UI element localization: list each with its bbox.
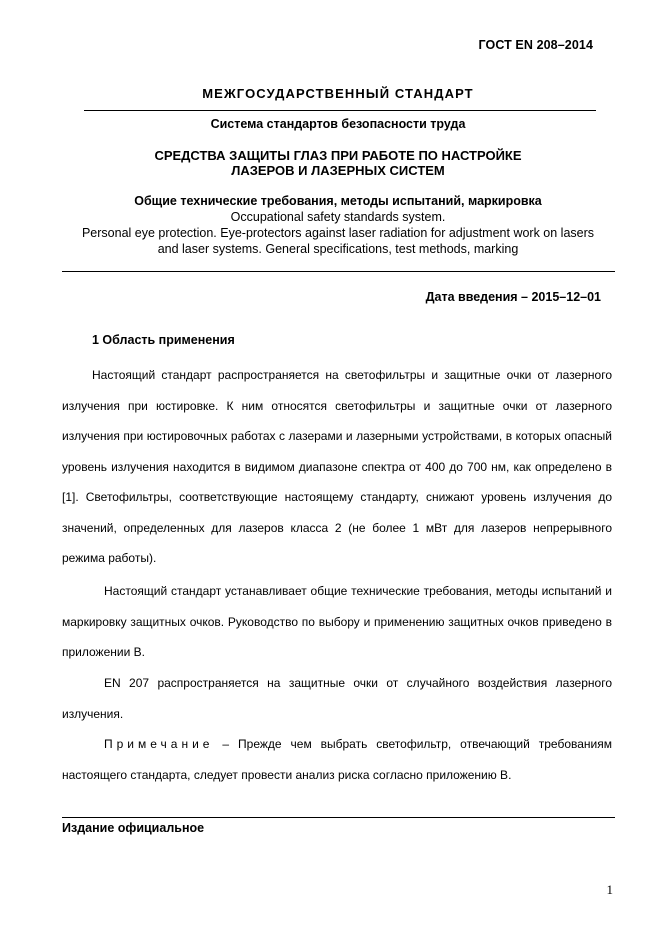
paragraph: Настоящий стандарт устанавливает общие технические требования, методы испытаний и маркировку защитных очков. Руководство по выбору и применению защитных очков приведено в приложении В.: [62, 584, 612, 659]
note-text: – Прежде чем выбрать светофильтр, отвечающий требованиям настоящего стандарта, следует провести анализ риска согласно приложению В.: [62, 737, 612, 782]
note-paragraph: [62, 729, 612, 790]
system-title: Система стандартов безопасности труда: [210, 117, 466, 131]
english-title: [60, 209, 616, 257]
paragraph: EN 207 распространяется на защитные очки от случайного воздействия лазерного излучения.: [62, 676, 612, 721]
english-title-line: Occupational safety standards system.: [230, 210, 446, 224]
title-divider: [84, 110, 596, 111]
edition-label: Издание официальное: [62, 821, 205, 835]
main-title-line: СРЕДСТВА ЗАЩИТЫ ГЛАЗ ПРИ РАБОТЕ ПО НАСТРОЙКЕ: [154, 148, 522, 163]
standard-type-title: МЕЖГОСУДАРСТВЕННЫЙ СТАНДАРТ: [202, 86, 474, 101]
main-title-line: ЛАЗЕРОВ И ЛАЗЕРНЫХ СИСТЕМ: [231, 163, 445, 178]
note-label: Примечание: [104, 737, 214, 751]
main-title: [60, 148, 616, 178]
subtitle: Общие технические требования, методы испытаний, маркировка: [134, 194, 542, 208]
section-heading: 1 Область применения: [92, 333, 235, 347]
introduction-date: Дата введения – 2015–12–01: [425, 290, 601, 304]
page-number: 1: [606, 882, 613, 897]
footer-rule: [62, 817, 615, 818]
header-rule: [62, 271, 615, 272]
english-title-line: Personal eye protection. Eye-protectors against laser radiation for adjustment work on lasers: [81, 226, 595, 240]
english-title-line: and laser systems. General specifications, test methods, marking: [157, 242, 519, 256]
document-code: ГОСТ EN 208–2014: [478, 38, 593, 52]
paragraph: Настоящий стандарт распространяется на светофильтры и защитные очки от лазерного излучения при юстировке. К ним относятся светофильтры и защитные очки от лазерного излучения при юстировочных работах с лазерами и лазерными устройствами, в которых опасный уровень излучения находится в видимом диапазоне спектра от 400 до 700 нм, как определено в [1]. Светофильтры, соответствующие настоящему стандарту, снижают уровень излучения до значений, определенных для лазеров класса 2 (не более 1 мВт для лазеров непрерывного режима работы).: [62, 368, 612, 565]
